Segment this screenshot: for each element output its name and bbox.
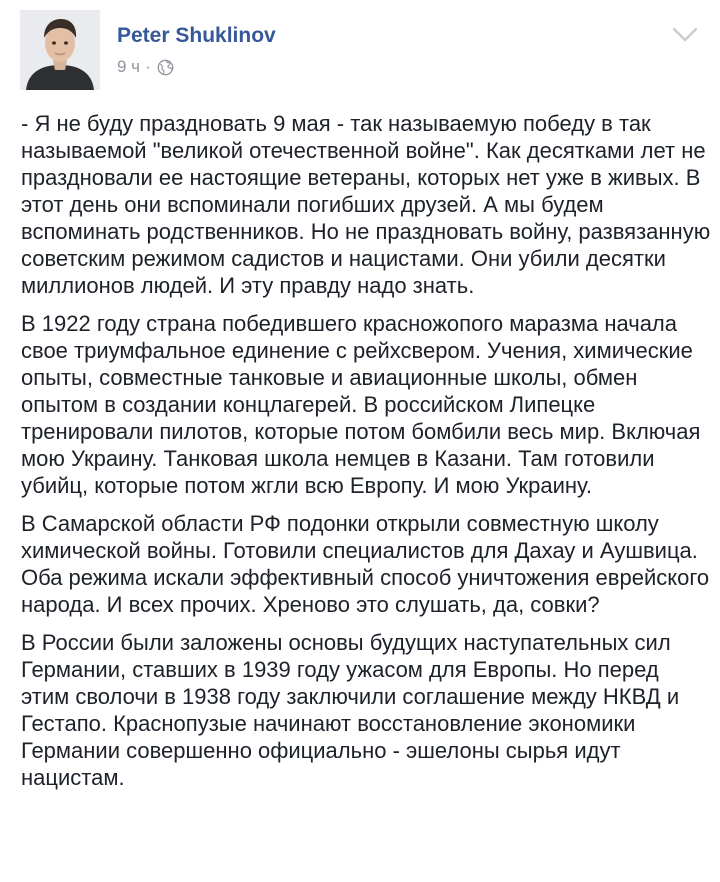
avatar[interactable] [20, 10, 100, 90]
post-paragraph-2: В 1922 году страна победившего красножопого маразма начала свое триумфальное единение с рейхсвером. Учения, химические опыты, совместные танковые и авиационные школы, обмен опытом в создании концлагерей. В российском Липецке тренировали пилотов, которые потом бомбили весь мир. Включая мою Украину. Танковая школа немцев в Казани. Там готовили убийц, которые потом жгли всю Европу. И мою Украину. [21, 311, 701, 498]
post-meta [117, 56, 174, 78]
profile-photo [20, 10, 100, 90]
post-paragraph-4: В России были заложены основы будущих наступательных сил Германии, ставших в 1939 году ужасом для Европы. Но перед этим сволочи в 1938 году заключили соглашение между НКВД и Гестапо. Краснопузые начинают восстановление экономики Германии совершенно официально - эшелоны сырья идут нацистам. [21, 630, 680, 790]
post-body [21, 110, 711, 802]
chevron-down-icon[interactable] [672, 26, 698, 44]
post-paragraph-3: В Самарской области РФ подонки открыли совместную школу химической войны. Готовили специалистов для Дахау и Аушвица. Оба режима искали эффективный способ уничтожения еврейского народа. И всех прочих. Хреново это слушать, да, совки? [21, 511, 710, 617]
post-paragraph-1: - Я не буду праздновать 9 мая - так называемую победу в так называемой "великой отечественной войне". Как десятками лет не праздновали ее настоящие ветераны, которых нет уже в живых. В этот день они вспоминали погибших друзей. А мы будем вспоминать родственников. Но не праздновать войну, развязанную советским режимом садистов и нацистами. Они убили десятки миллионов людей. И эту правду надо знать. [21, 111, 711, 298]
post-header [20, 10, 700, 90]
post-timestamp[interactable]: 9 ч [117, 57, 141, 76]
author-name[interactable]: Peter Shuklinov [117, 24, 276, 47]
globe-icon[interactable] [157, 59, 174, 76]
meta-separator: · [145, 57, 151, 76]
